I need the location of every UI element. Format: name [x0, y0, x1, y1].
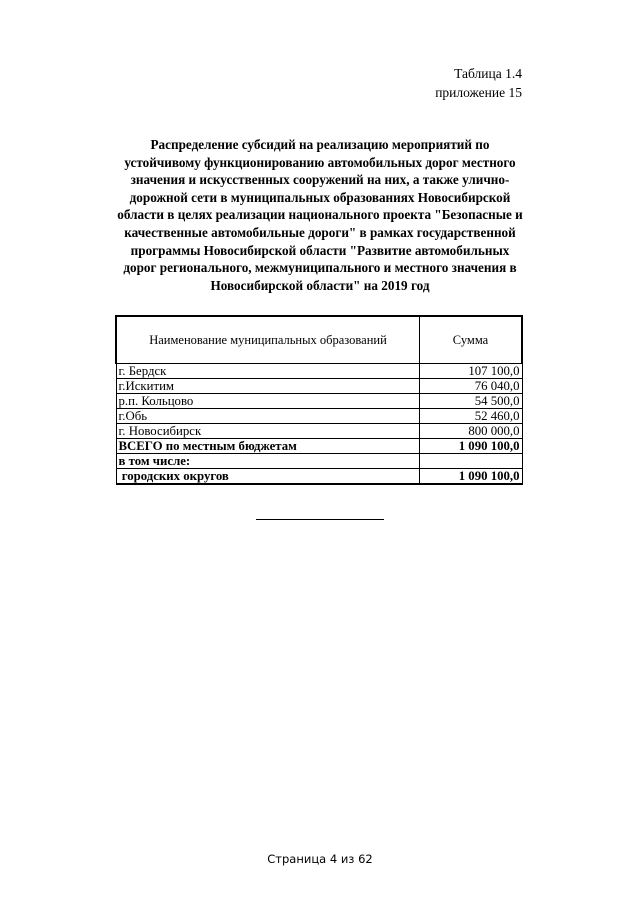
document-title — [110, 136, 530, 294]
row-name: г. Новосибирск — [116, 424, 420, 439]
row-amount: 107 100,0 — [420, 364, 523, 379]
page-number: Страница 4 из 62 — [267, 852, 373, 866]
title-line: дорожной сети в муниципальных образованиях Новосибирской — [129, 189, 511, 205]
row-name: г.Искитим — [116, 379, 420, 394]
row-amount: 54 500,0 — [420, 394, 523, 409]
row-name: р.п. Кольцово — [116, 394, 420, 409]
title-line: устойчивому функционированию автомобильных дорог местного — [124, 154, 516, 170]
table-row — [116, 379, 522, 394]
column-header-name: Наименование муниципальных образований — [116, 316, 420, 364]
total-label: ВСЕГО по местным бюджетам — [116, 439, 420, 454]
including-label: в том числе: — [116, 454, 420, 469]
title-line: Новосибирской области" на 2019 год — [210, 277, 430, 293]
row-amount: 52 460,0 — [420, 409, 523, 424]
separator-line — [256, 519, 384, 520]
title-line: области в целях реализации национального проекта "Безопасные и — [117, 207, 523, 223]
including-row — [116, 454, 522, 469]
table-number: Таблица 1.4 — [454, 66, 522, 81]
row-amount: 800 000,0 — [420, 424, 523, 439]
row-name: г. Бердск — [116, 364, 420, 379]
title-line: значения и искусственных сооружений на них, а также улично- — [130, 172, 510, 188]
urban-districts-label: городских округов — [116, 469, 420, 485]
subsidy-table — [115, 315, 523, 485]
row-name: г.Обь — [116, 409, 420, 424]
including-amount — [420, 454, 523, 469]
appendix-number: приложение 15 — [435, 85, 522, 100]
table-row — [116, 424, 522, 439]
title-line: программы Новосибирской области "Развитие автомобильных — [130, 242, 510, 258]
total-row — [116, 439, 522, 454]
table-row — [116, 409, 522, 424]
title-line: Распределение субсидий на реализацию мероприятий по — [150, 137, 490, 152]
urban-districts-amount: 1 090 100,0 — [420, 469, 523, 485]
table-header-row — [116, 316, 522, 364]
urban-districts-row — [116, 469, 522, 485]
table-row — [116, 364, 522, 379]
column-header-amount: Сумма — [420, 316, 523, 364]
title-line: дорог регионального, межмуниципального и местного значения в — [123, 260, 517, 276]
total-amount: 1 090 100,0 — [420, 439, 523, 454]
row-amount: 76 040,0 — [420, 379, 523, 394]
title-line: качественные автомобильные дороги" в рамках государственной — [124, 224, 516, 240]
table-row — [116, 394, 522, 409]
